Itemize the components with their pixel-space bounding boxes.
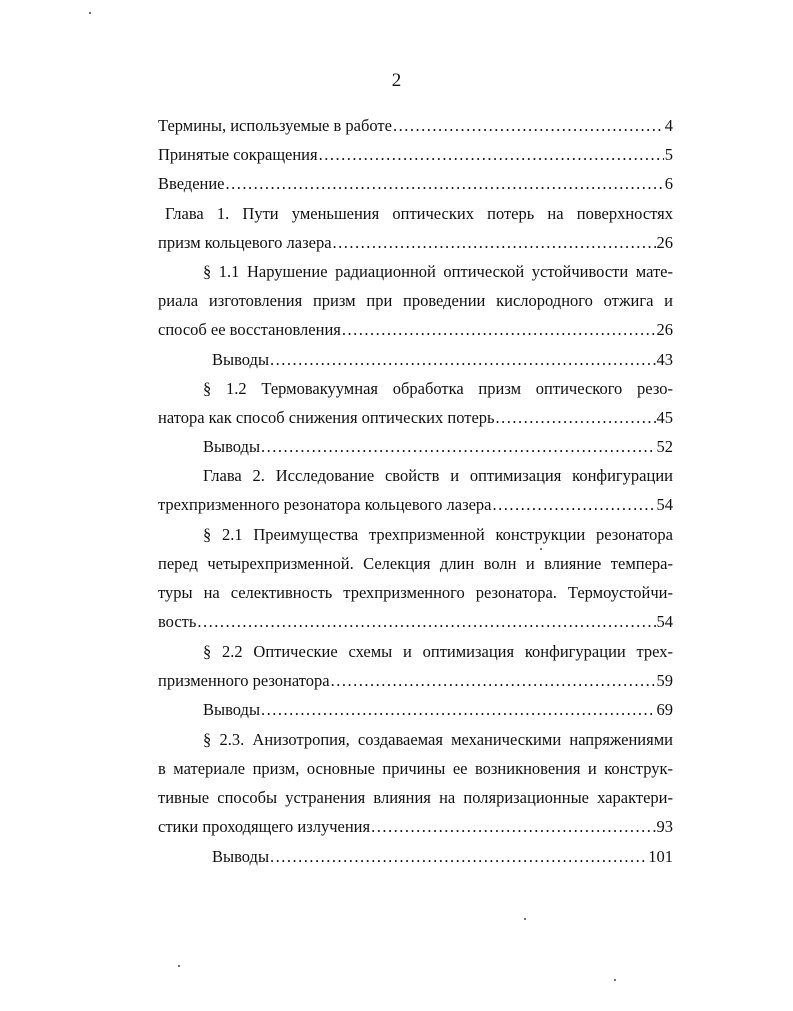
toc-entry-section-2-1[interactable] xyxy=(158,612,673,632)
toc-entry-label: Выводы xyxy=(203,437,261,456)
toc-entry-label: трехпризменного резонатора кольцевого лазера xyxy=(158,495,492,514)
toc-page-number: 54 xyxy=(656,612,673,631)
toc-entry-chapter-1[interactable] xyxy=(158,233,673,253)
toc-section-1-1-line: риала изготовления призм при проведении кислородного отжига и xyxy=(158,291,673,310)
scan-speck xyxy=(178,965,180,967)
dot-leader xyxy=(226,174,664,194)
toc-page-number: 69 xyxy=(656,700,673,719)
dot-leader xyxy=(333,233,656,253)
dot-leader xyxy=(493,495,656,515)
dot-leader xyxy=(270,847,647,867)
toc-section-2-1-line: туры на селективность трехпризменного резонатора. Термоустойчи- xyxy=(158,583,673,602)
toc-entry-abbreviations[interactable] xyxy=(158,145,673,165)
toc-entry-section-1-1[interactable] xyxy=(158,320,673,340)
dot-leader xyxy=(393,116,664,136)
toc-entry-conclusions-1[interactable] xyxy=(212,350,673,370)
toc-entry-conclusions-3[interactable] xyxy=(203,700,673,720)
scan-speck xyxy=(614,979,616,981)
toc-section-2-3-line: в материале призм, основные причины ее возникновения и конструк- xyxy=(158,759,673,778)
toc-chapter-1-title[interactable]: Глава 1. Пути уменьшения оптических потерь на поверхностях xyxy=(165,204,673,223)
toc-entry-label: вость xyxy=(158,612,197,631)
dot-leader xyxy=(331,671,656,691)
toc-entry-label: Выводы xyxy=(212,350,270,369)
toc-entry-label: натора как способ снижения оптических потерь xyxy=(158,408,495,427)
toc-page-number: 101 xyxy=(648,847,673,866)
scan-speck xyxy=(540,548,542,550)
toc-section-2-3-title[interactable]: § 2.3. Анизотропия, создаваемая механическими напряжениями xyxy=(203,730,673,749)
toc-entry-label: стики проходящего излучения xyxy=(158,817,371,836)
toc-entry-label: Термины, используемые в работе xyxy=(158,116,392,135)
toc-page-number: 93 xyxy=(656,817,673,836)
dot-leader xyxy=(270,350,655,370)
dot-leader xyxy=(496,408,656,428)
toc-entry-label: Выводы xyxy=(212,847,270,866)
toc-page-number: 43 xyxy=(656,350,673,369)
toc-entry-section-2-3[interactable] xyxy=(158,817,673,837)
toc-page-number: 59 xyxy=(656,671,673,690)
toc-entry-section-1-2[interactable] xyxy=(158,408,673,428)
scan-speck xyxy=(89,12,91,14)
toc-entry-label: Введение xyxy=(158,174,225,193)
toc-section-1-1-title[interactable]: § 1.1 Нарушение радиационной оптической устойчивости мате- xyxy=(203,262,673,281)
toc-section-2-2-title[interactable]: § 2.2 Оптические схемы и оптимизация конфигурации трех- xyxy=(203,642,673,661)
toc-entry-label: призм кольцевого лазера xyxy=(158,233,332,252)
toc-page-number: 4 xyxy=(664,116,673,135)
dot-leader xyxy=(197,612,655,632)
toc-entry-terms[interactable] xyxy=(158,116,673,136)
toc-entry-conclusions-4[interactable] xyxy=(212,847,673,867)
toc-page-number: 45 xyxy=(656,408,673,427)
toc-section-2-3-line: тивные способы устранения влияния на поляризационные характери- xyxy=(158,788,673,807)
toc-chapter-2-title[interactable]: Глава 2. Исследование свойств и оптимизация конфигурации xyxy=(203,466,673,485)
dot-leader xyxy=(371,817,655,837)
toc-section-1-2-title[interactable]: § 1.2 Термовакуумная обработка призм оптического резо- xyxy=(203,379,673,398)
toc-entry-label: призменного резонатора xyxy=(158,671,330,690)
toc-entry-introduction[interactable] xyxy=(158,174,673,194)
toc-entry-chapter-2[interactable] xyxy=(158,495,673,515)
dot-leader xyxy=(261,437,655,457)
toc-section-2-1-line: перед четырехпризменной. Селекция длин волн и влияние темпера- xyxy=(158,554,673,573)
toc-page-number: 54 xyxy=(656,495,673,514)
toc-entry-label: Принятые сокращения xyxy=(158,145,318,164)
toc-entry-section-2-2[interactable] xyxy=(158,671,673,691)
dot-leader xyxy=(261,700,655,720)
toc-page-number: 6 xyxy=(664,174,673,193)
toc-section-2-1-title[interactable]: § 2.1 Преимущества трехпризменной конструкции резонатора xyxy=(203,525,673,544)
toc-page-number: 52 xyxy=(656,437,673,456)
toc-page-number: 26 xyxy=(656,233,673,252)
scan-speck xyxy=(524,918,526,920)
toc-page-number: 26 xyxy=(656,320,673,339)
toc-entry-conclusions-2[interactable] xyxy=(203,437,673,457)
toc-entry-label: Выводы xyxy=(203,700,261,719)
toc-entry-label: способ ее восстановления xyxy=(158,320,341,339)
dot-leader xyxy=(342,320,656,340)
toc-page-number: 5 xyxy=(664,145,673,164)
page-number: 2 xyxy=(391,70,402,91)
dot-leader xyxy=(319,145,664,165)
